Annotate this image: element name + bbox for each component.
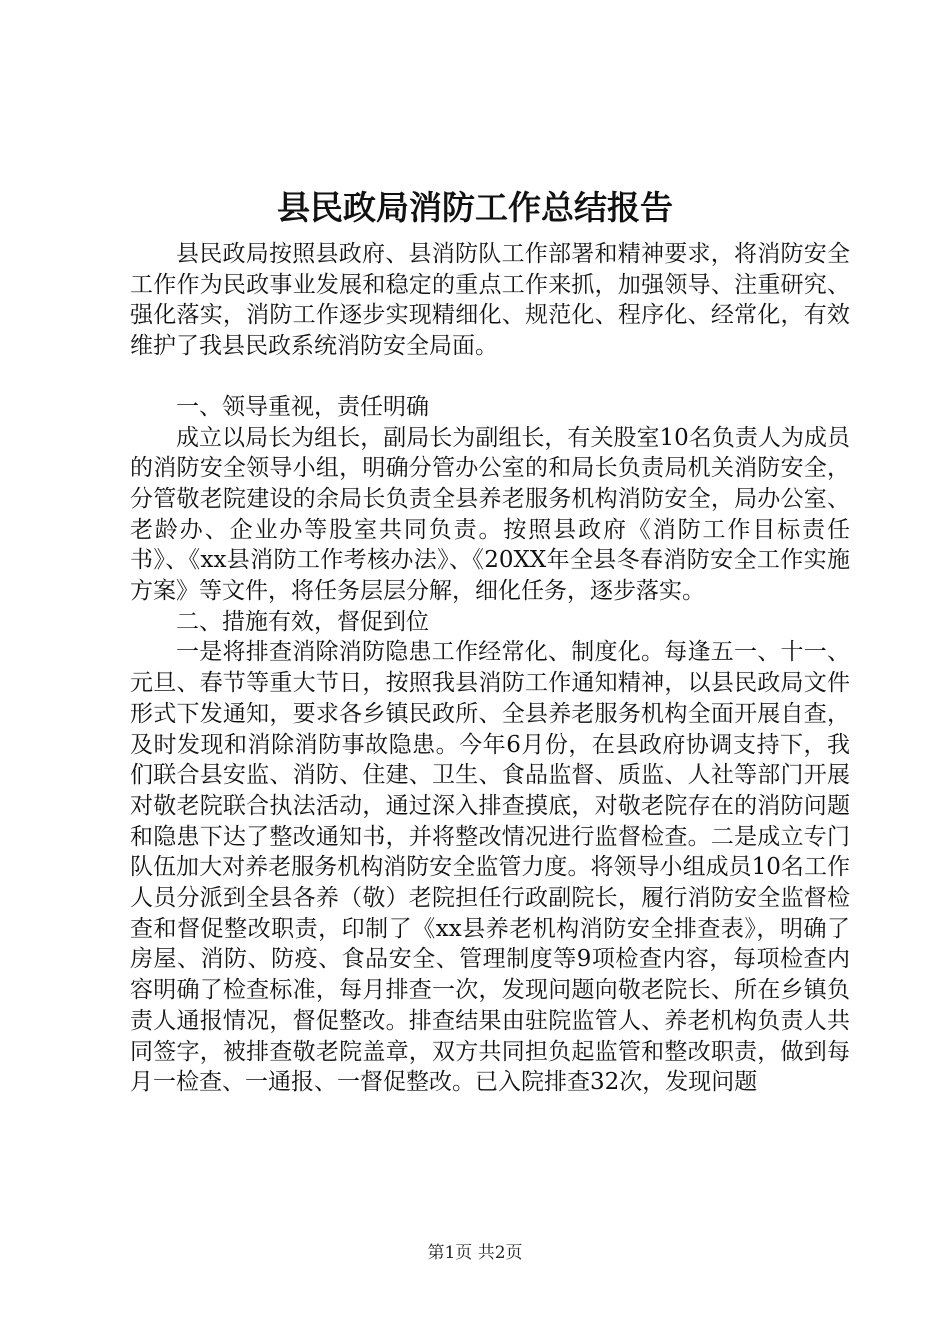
section-heading-1: 一、领导重视，责任明确 <box>176 393 429 420</box>
section-paragraph-2: 一是将排查消除消防隐患工作经常化、制度化。每逢五一、十一、元旦、春节等重大节日，按照我县消防工作通知精神，以县民政局文件形式下发通知，要求各乡镇民政所、全县养老服务机构全面开展自查，及时发现和消除消防事故隐患。今年6月份，在县政府协调支持下，我们联合县安监、消防、住建、卫生、食品监督、质监、人社等部门开展对敬老院联合执法活动，通过深入排查摸底，对敬老院存在的消防问题和隐患下达了整改通知书，并将整改情况进行监督检查。二是成立专门队伍加大对养老服务机构消防安全监管力度。将领导小组成员10名工作人员分派到全县各养（敬）老院担任行政副院长，履行消防安全监督检查和督促整改职责，印制了《xx县养老机构消防安全排查表》，明确了房屋、消防、防疫、食品安全、管理制度等9项检查内容，每项检查内容明确了检查标准，每月排查一次，发现问题向敬老院长、所在乡镇负责人通报情况，督促整改。排查结果由驻院监管人、养老机构负责人共同签字，被排查敬老院盖章，双方共同担负起监管和整改职责，做到每月一检查、一通报、一督促整改。已入院排查32次，发现问题 <box>130 639 850 1096</box>
document-title: 县民政局消防工作总结报告 <box>277 188 673 227</box>
intro-paragraph: 县民政局按照县政府、县消防队工作部署和精神要求，将消防安全工作作为民政事业发展和稳定的重点工作来抓，加强领导、注重研究、强化落实，消防工作逐步实现精细化、规范化、程序化、经常化，有效维护了我县民政系统消防安全局面。 <box>130 241 850 360</box>
document-body <box>130 239 850 1098</box>
section-heading-2: 二、措施有效，督促到位 <box>176 608 429 635</box>
section-paragraph-1: 成立以局长为组长，副局长为副组长，有关股室10名负责人为成员的消防安全领导小组，明确分管办公室的和局长负责局机关消防安全，分管敬老院建设的余局长负责全县养老服务机构消防安全，局办公室、老龄办、企业办等股室共同负责。按照县政府《消防工作目标责任书》、《xx县消防工作考核办法》、《20XX年全县冬春消防安全工作实施方案》等文件，将任务层层分解，细化任务，逐步落实。 <box>130 424 850 605</box>
page-number-footer: 第1页 共2页 <box>427 1243 523 1263</box>
